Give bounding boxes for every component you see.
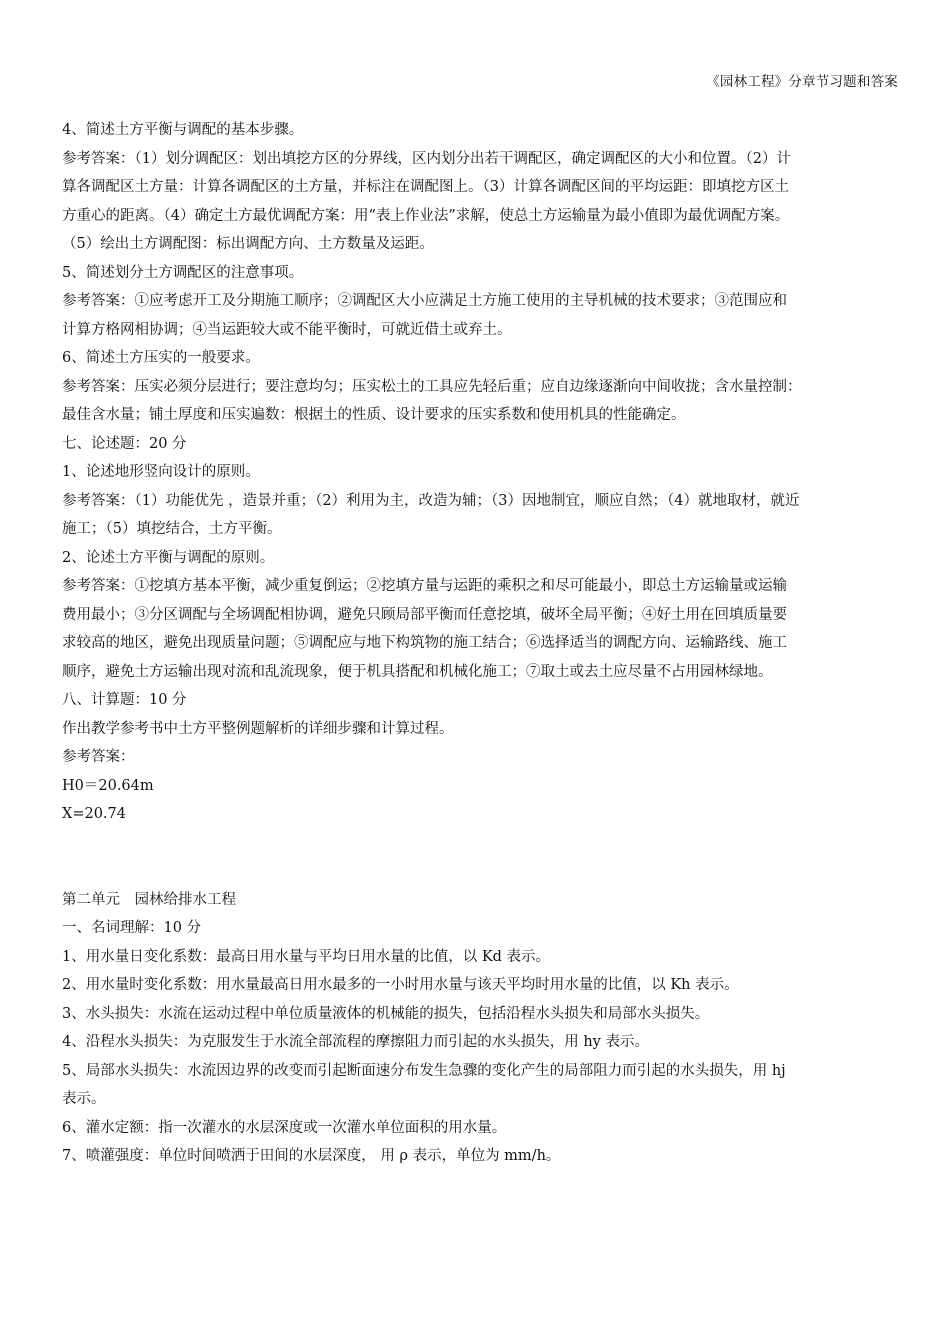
text-line: 顺序，避免土方运输出现对流和乱流现象，便于机具搭配和机械化施工；⑦取土或去土应尽量不占用园林绿地。 <box>62 663 773 680</box>
section-heading: 七、论述题：20 分 <box>62 435 187 452</box>
text-line: 5、局部水头损失：水流因边界的改变而引起断面速分布发生急骤的变化产生的局部阻力而引起的水头损失，用 hj <box>62 1062 786 1079</box>
text-line: 6、简述土方压实的一般要求。 <box>62 350 260 366</box>
answer-value: X=20.74 <box>62 806 126 822</box>
text-line: 最佳含水量；铺土厚度和压实遍数：根据土的性质、设计要求的压实系数和使用机具的性能确定。 <box>62 407 686 423</box>
text-line: 计算方格网相协调；④当运距较大或不能平衡时，可就近借土或弃土。 <box>62 321 512 338</box>
document-body <box>62 116 900 1171</box>
unit-title: 第二单元 园林给排水工程 <box>62 891 236 908</box>
text-line: 4、简述土方平衡与调配的基本步骤。 <box>62 122 304 138</box>
text-line: 费用最小；③分区调配与全场调配相协调，避免只顾局部平衡而任意挖填，破坏全局平衡；④好土用在回填质量要 <box>62 606 787 623</box>
answer-value: H0＝20.64m <box>62 777 154 794</box>
text-line: 4、沿程水头损失：为克服发生于水流全部流程的摩擦阻力而引起的水头损失，用 hy 表示。 <box>62 1034 649 1050</box>
text-line: （5）绘出土方调配图：标出调配方向、土方数量及运距。 <box>62 236 434 252</box>
text-line: 求较高的地区，避免出现质量问题；⑤调配应与地下构筑物的施工结合；⑥选择适当的调配方向、运输路线、施工 <box>62 635 787 651</box>
text-line: 7、喷灌强度：单位时间喷洒于田间的水层深度， 用 ρ 表示，单位为 mm/h。 <box>62 1148 561 1164</box>
running-header: 《园林工程》分章节习题和答案 <box>706 74 898 90</box>
text-line: 施工；（5）填挖结合，土方平衡。 <box>62 521 282 537</box>
section-heading: 八、计算题：10 分 <box>62 692 187 708</box>
text-line: 1、论述地形竖向设计的原则。 <box>62 464 260 480</box>
text-line: 参考答案：（1）划分调配区：划出填挖方区的分界线，区内划分出若干调配区，确定调配区的大小和位置。（2）计 <box>62 150 791 167</box>
text-line: 6、灌水定额：指一次灌水的水层深度或一次灌水单位面积的用水量。 <box>62 1119 507 1136</box>
text-line: 参考答案：压实必须分层进行；要注意均匀；压实松土的工具应先轻后重；应自边缘逐渐向中间收拢；含水量控制： <box>62 378 802 395</box>
text-line: 2、用水量时变化系数：用水量最高日用水最多的一小时用水量与该天平均时用水量的比值，以 Kh 表示。 <box>62 977 739 993</box>
text-line: 参考答案：①挖填方基本平衡，减少重复倒运；②挖填方量与运距的乘积之和尽可能最小，即总土方运输量或运输 <box>62 578 787 594</box>
text-line: 算各调配区土方量：计算各调配区的土方量，并标注在调配图上。（3）计算各调配区间的平均运距：即填挖方区土 <box>62 179 789 195</box>
text-line: 参考答案： <box>62 749 135 765</box>
text-line: 参考答案：（1）功能优先 ，造景并重；（2）利用为主，改造为辅；（3）因地制宜，顺应自然；（4）就地取材，就近 <box>62 492 800 509</box>
section-heading: 一、名词理解：10 分 <box>62 920 202 936</box>
text-line: 作出教学参考书中土方平整例题解析的详细步骤和计算过程。 <box>62 720 454 737</box>
text-line: 1、用水量日变化系数：最高日用水量与平均日用水量的比值，以 Kd 表示。 <box>62 948 551 965</box>
text-line: 2、论述土方平衡与调配的原则。 <box>62 549 275 566</box>
text-line: 表示。 <box>62 1091 106 1107</box>
text-line: 参考答案：①应考虑开工及分期施工顺序；②调配区大小应满足土方施工使用的主导机械的技术要求；③范围应和 <box>62 293 787 309</box>
text-line: 3、水头损失：水流在运动过程中单位质量液体的机械能的损失，包括沿程水头损失和局部水头损失。 <box>62 1005 710 1022</box>
text-line: 方重心的距离。（4）确定土方最优调配方案：用“表上作业法”求解，使总土方运输量为最小值即为最优调配方案。 <box>62 207 790 224</box>
spacer <box>62 829 900 886</box>
text-line: 5、简述划分土方调配区的注意事项。 <box>62 264 304 281</box>
